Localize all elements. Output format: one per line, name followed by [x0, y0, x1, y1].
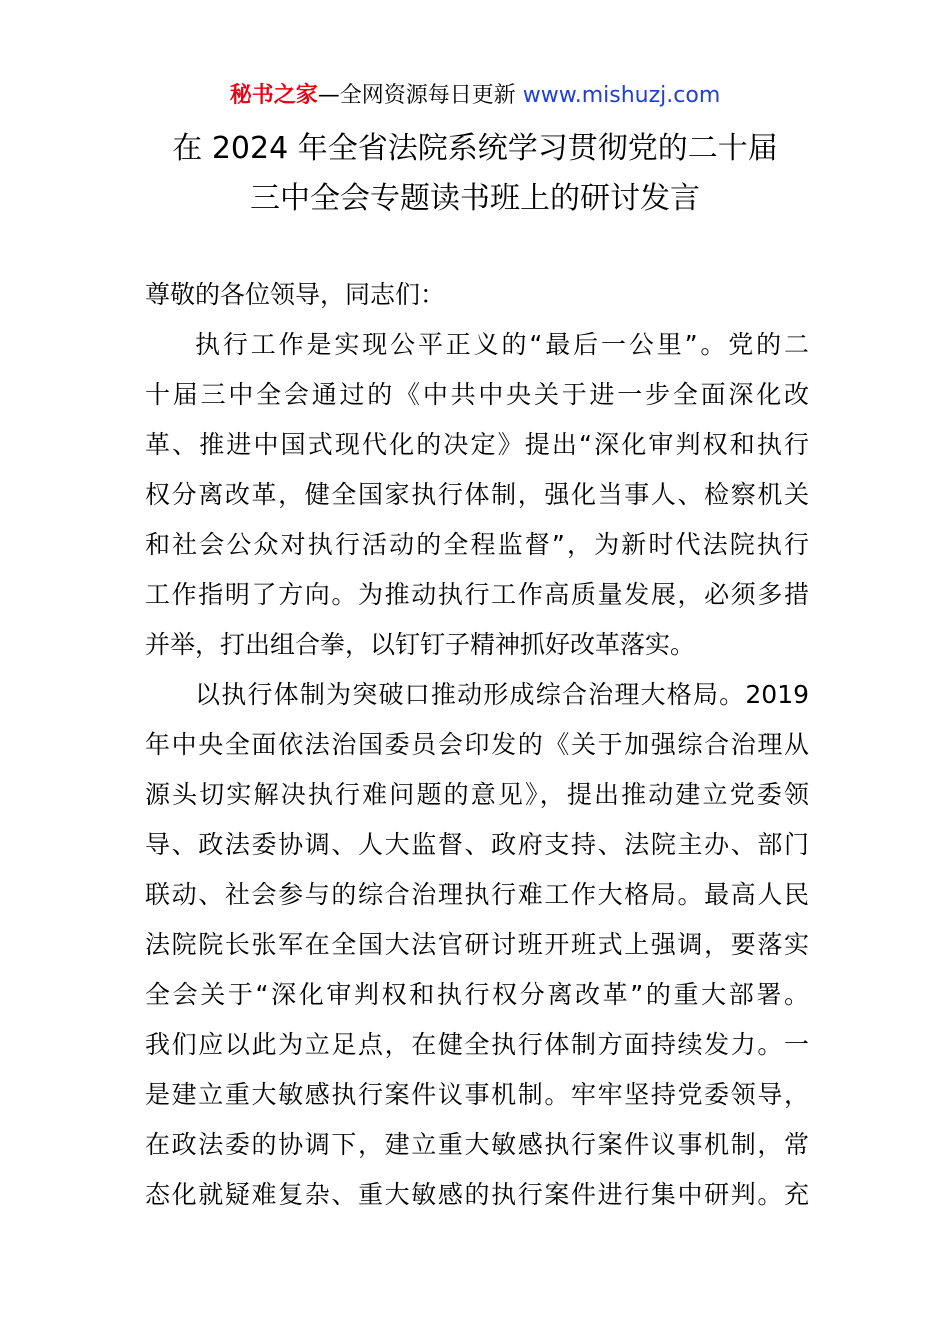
salutation: 尊敬的各位领导，同志们：: [145, 280, 446, 309]
text-line: 源头切实解决执行难问题的意见》，提出推动建立党委领: [145, 780, 809, 809]
site-url-link[interactable]: www.mishuzj.com: [522, 83, 721, 108]
text-line: 在政法委的协调下，建立重大敏感执行案件议事机制，常: [145, 1130, 809, 1159]
text-line: 并举，打出组合拳，以钉钉子精神抓好改革落实。: [145, 630, 696, 659]
site-header: [0, 78, 950, 114]
title-line-1: 在 2024 年全省法院系统学习贯彻党的二十届: [172, 131, 778, 166]
text-line: 以执行体制为突破口推动形成综合治理大格局。2019: [195, 680, 809, 709]
text-line: 态化就疑难复杂、重大敏感的执行案件进行集中研判。充: [145, 1180, 809, 1209]
text-line: 和社会公众对执行活动的全程监督”，为新时代法院执行: [145, 530, 809, 559]
text-line: 权分离改革，健全国家执行体制，强化当事人、检察机关: [145, 480, 809, 509]
text-line: 我们应以此为立足点，在健全执行体制方面持续发力。一: [145, 1030, 809, 1059]
site-brand: 秘书之家: [229, 83, 318, 108]
text-line: 工作指明了方向。为推动执行工作高质量发展，必须多措: [145, 580, 809, 609]
text-line: 革、推进中国式现代化的决定》提出“深化审判权和执行: [145, 430, 809, 459]
text-line: 十届三中全会通过的《中共中央关于进一步全面深化改: [145, 380, 809, 409]
title-line-2: 三中全会专题读书班上的研讨发言: [250, 181, 700, 216]
text-line: 导、政法委协调、人大监督、政府支持、法院主办、部门: [145, 830, 809, 859]
text-line: 年中央全面依法治国委员会印发的《关于加强综合治理从: [145, 730, 809, 759]
text-line: 法院院长张军在全国大法官研讨班开班式上强调，要落实: [145, 930, 809, 959]
text-line: 联动、社会参与的综合治理执行难工作大格局。最高人民: [145, 880, 809, 909]
text-line: 是建立重大敏感执行案件议事机制。牢牢坚持党委领导，: [145, 1080, 809, 1109]
text-line: 全会关于“深化审判权和执行权分离改革”的重大部署。: [145, 980, 809, 1009]
document-title: [0, 124, 950, 224]
document-body: [145, 270, 809, 1220]
text-line: 执行工作是实现公平正义的“最后一公里”。党的二: [195, 330, 809, 359]
site-tagline: —全网资源每日更新: [317, 83, 523, 108]
